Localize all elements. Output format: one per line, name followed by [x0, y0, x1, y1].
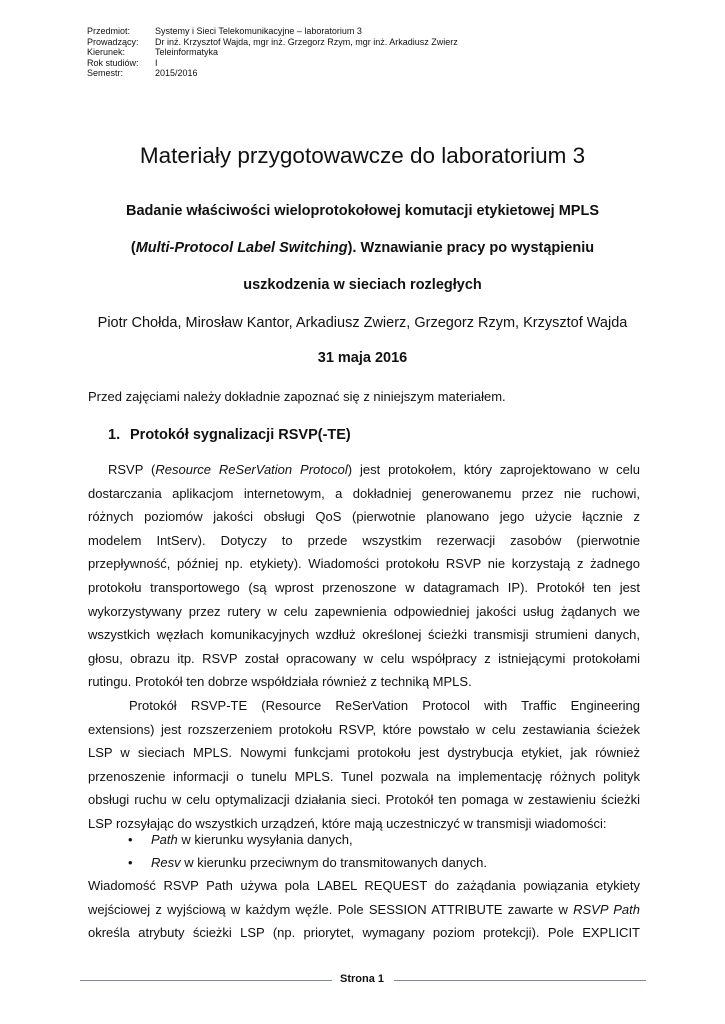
header-key: Rok studiów:	[87, 57, 139, 68]
header-value: Teleinformatyka	[155, 47, 219, 58]
paragraph-line: określa atrybuty ścieżki LSP (np. priorytet, wymagany poziom protekcji). Pole EXPLICIT	[88, 925, 640, 941]
header-value: 2015/2016	[155, 68, 198, 79]
header-row-year	[87, 58, 458, 69]
paragraph-line: przenoszenie informacji o tunelu MPLS. Tunel pozwala na implementację różnych polityk	[88, 768, 640, 784]
page-number: Strona 1	[340, 973, 385, 985]
header-value: I	[155, 57, 158, 68]
authors: Piotr Chołda, Mirosław Kantor, Arkadiusz Zwierz, Grzegorz Rzym, Krzysztof Wajda	[97, 315, 628, 331]
paragraph-rsvp-te	[88, 694, 640, 836]
paragraph-line: wejściowej z wyjściową w każdym węźle. Pole SESSION ATTRIBUTE zawarte w RSVP Path	[88, 901, 640, 917]
paragraph-line: wykorzystywany przez rutery w celu zapewnienia odpowiedniej jakości usług żądanych we	[88, 603, 640, 619]
header-key: Kierunek:	[87, 47, 126, 58]
paragraph-line: różnych poziomów jakości obsługi QoS (pierwotnie planowano jego użycie łącznie z	[88, 509, 640, 525]
subtitle-rest: ). Wznawianie pracy po wystąpieniu	[347, 240, 595, 256]
paragraph-line: wszystkich węzłach komunikacyjnych wzdłuż określonej ścieżki transmisji strumieni danych,	[88, 627, 640, 643]
header-row-subject	[87, 26, 458, 37]
header-key: Prowadzący:	[87, 36, 139, 47]
subtitle-line-1: Badanie właściwości wieloprotokołowej komutacji etykietowej MPLS	[126, 203, 599, 219]
paragraph-line: Protokół RSVP-TE (Resource ReSerVation Protocol with Traffic Engineering	[129, 698, 640, 713]
footer-rule-left	[80, 980, 332, 981]
header-key: Przedmiot:	[87, 26, 131, 36]
footer-rule-right	[394, 980, 646, 981]
bullet-icon: •	[128, 832, 133, 847]
header-row-semester	[87, 68, 458, 79]
paragraph-line: Wiadomość RSVP Path używa pola LABEL REQUEST do zażądania powiązania etykiety	[88, 878, 640, 893]
header-value: Systemy i Sieci Telekomunikacyjne – laboratorium 3	[155, 26, 362, 36]
header-value: Dr inż. Krzysztof Wajda, mgr inż. Grzegorz Rzym, mgr inż. Arkadiusz Zwierz	[155, 36, 458, 47]
section-number: 1.	[108, 427, 121, 443]
document-header	[87, 26, 458, 79]
subtitle-line-3: uszkodzenia w sieciach rozległych	[243, 277, 482, 293]
paragraph-line: dostarczania aplikacjom internetowym, a dokładniej generowanemu przez nie ruchowi,	[88, 485, 640, 501]
paragraph-line: głosu, obrazu itp. RSVP został opracowany w celu współpracy z istniejącymi protokołami	[88, 650, 640, 666]
paragraph-line: przepływność, później np. etykiety). Wiadomości protokołu RSVP nie korzystają z żadnego	[88, 556, 640, 572]
subtitle-paren: (	[130, 240, 136, 256]
subtitle-line-2	[0, 240, 725, 256]
section-title: Protokół sygnalizacji RSVP(-TE)	[130, 427, 351, 443]
intro-text: Przed zajęciami należy dokładnie zapoznać się z niniejszym materiałem.	[88, 389, 506, 404]
paragraph-path	[88, 874, 640, 945]
header-row-instructors	[87, 37, 458, 48]
paragraph-line: extensions) jest rozszerzeniem protokołu RSVP, które powstało w celu zestawiania ścieżek	[88, 721, 640, 737]
paragraph-line: obsługi ruchu w celu optymalizacji działania sieci. Protokół ten pomaga w zestawieniu ścieżki	[88, 792, 640, 808]
paragraph-line: modelem IntServ). Dotyczy to przede wszystkim rezerwacji zasobów (pierwotnie	[88, 532, 640, 548]
subtitle-italic: Multi-Protocol Label Switching	[135, 240, 348, 256]
paragraph-line: RSVP (Resource ReSerVation Protocol) jest protokołem, który zaprojektowano w celu	[108, 462, 641, 477]
bullet-icon: •	[128, 855, 133, 870]
paragraph-line: protokołu transportowego (są wprost przenoszone w datagramach IP). Protokół ten jest	[88, 579, 640, 595]
document-date: 31 maja 2016	[317, 350, 408, 366]
paragraph-rsvp	[88, 458, 640, 694]
paragraph-line: LSP w sieciach MPLS. Nowymi funkcjami protokołu jest dystrybucja etykiet, jak również	[88, 745, 640, 761]
section-heading	[108, 427, 351, 443]
list-item-text: Path w kierunku wysyłania danych,	[151, 832, 353, 847]
paragraph-line: LSP rozsyłając do wszystkich urządzeń, które mają uczestniczyć w transmisji wiadomości:	[88, 815, 607, 831]
header-key: Semestr:	[87, 68, 124, 79]
document-title: Materiały przygotowawcze do laboratorium 3	[139, 143, 586, 168]
header-row-field	[87, 47, 458, 58]
list-item-text: Resv w kierunku przeciwnym do transmitowanych danych.	[151, 855, 487, 870]
paragraph-line: rutingu. Protokół ten dobrze współdziała również z techniką MPLS.	[88, 674, 472, 690]
